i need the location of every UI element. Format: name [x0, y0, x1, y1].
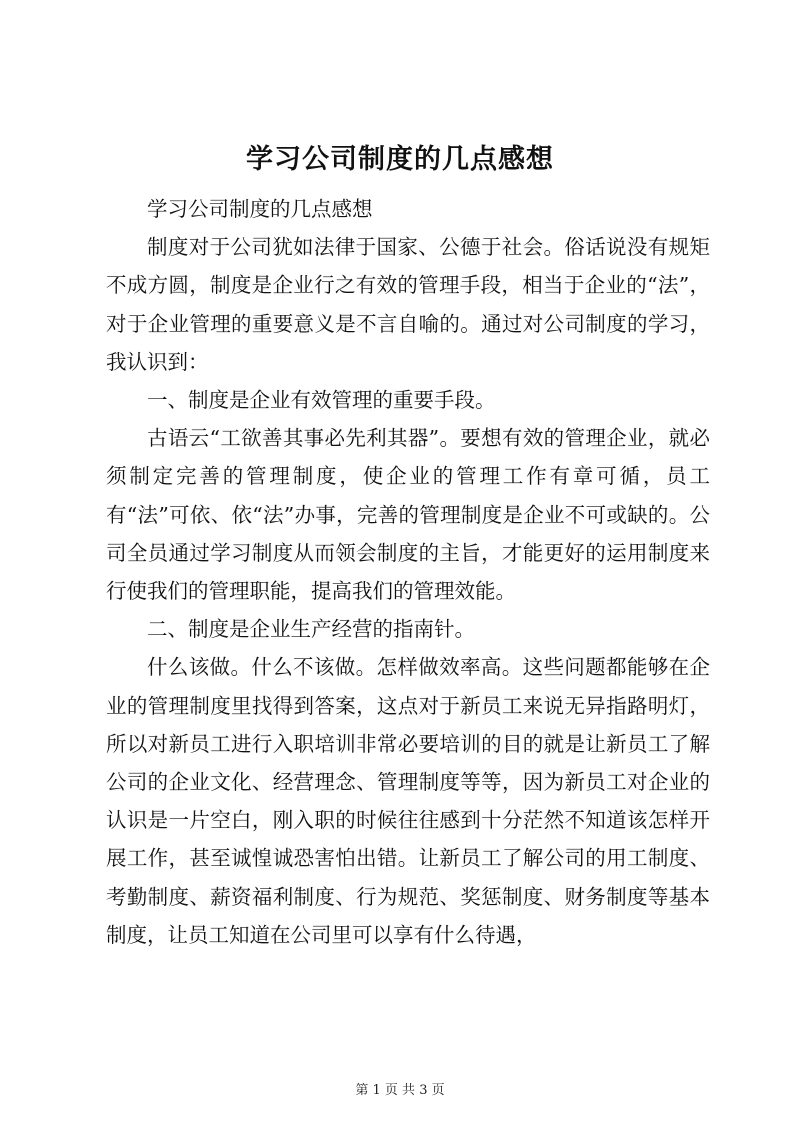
paragraph-heading-one: 一、制度是企业有效管理的重要手段。 [147, 388, 496, 413]
page-footer: 第 1 页 共 3 页 [355, 1083, 445, 1098]
paragraph-section-one: 古语云“工欲善其事必先利其器”。要想有效的管理企业，就必须制定完善的管理制度，使企业的管理工作有章可循，员工有“法”可依、依“法”办事，完善的管理制度是企业不可或缺的。公司全员通过学习制度从而领会制度的主旨，才能更好的运用制度来行使我们的管理职能，提高我们的管理效能。 [106, 426, 710, 604]
paragraph-intro: 制度对于公司犹如法律于国家、公德于社会。俗话说没有规矩不成方圆，制度是企业行之有效的管理手段，相当于企业的“法”，对于企业管理的重要意义是不言自喻的。通过对公司制度的学习，我认识到： [106, 235, 710, 374]
paragraph-section-two: 什么该做。什么不该做。怎样做效率高。这些问题都能够在企业的管理制度里找得到答案，这点对于新员工来说无异指路明灯，所以对新员工进行入职培训非常必要培训的目的就是让新员工了解公司的企业文化、经营理念、管理制度等等，因为新员工对企业的认识是一片空白，刚入职的时候往往感到十分茫然不知道该怎样开展工作，甚至诚惶诚恐害怕出错。让新员工了解公司的用工制度、考勤制度、薪资福利制度、行为规范、奖惩制度、财务制度等基本制度，让员工知道在公司里可以享有什么待遇， [106, 655, 710, 947]
paragraph-heading-two: 二、制度是企业生产经营的指南针。 [147, 617, 475, 642]
paragraph-subtitle: 学习公司制度的几点感想 [147, 197, 373, 221]
document-body [106, 190, 710, 954]
document-title: 学习公司制度的几点感想 [246, 144, 554, 175]
